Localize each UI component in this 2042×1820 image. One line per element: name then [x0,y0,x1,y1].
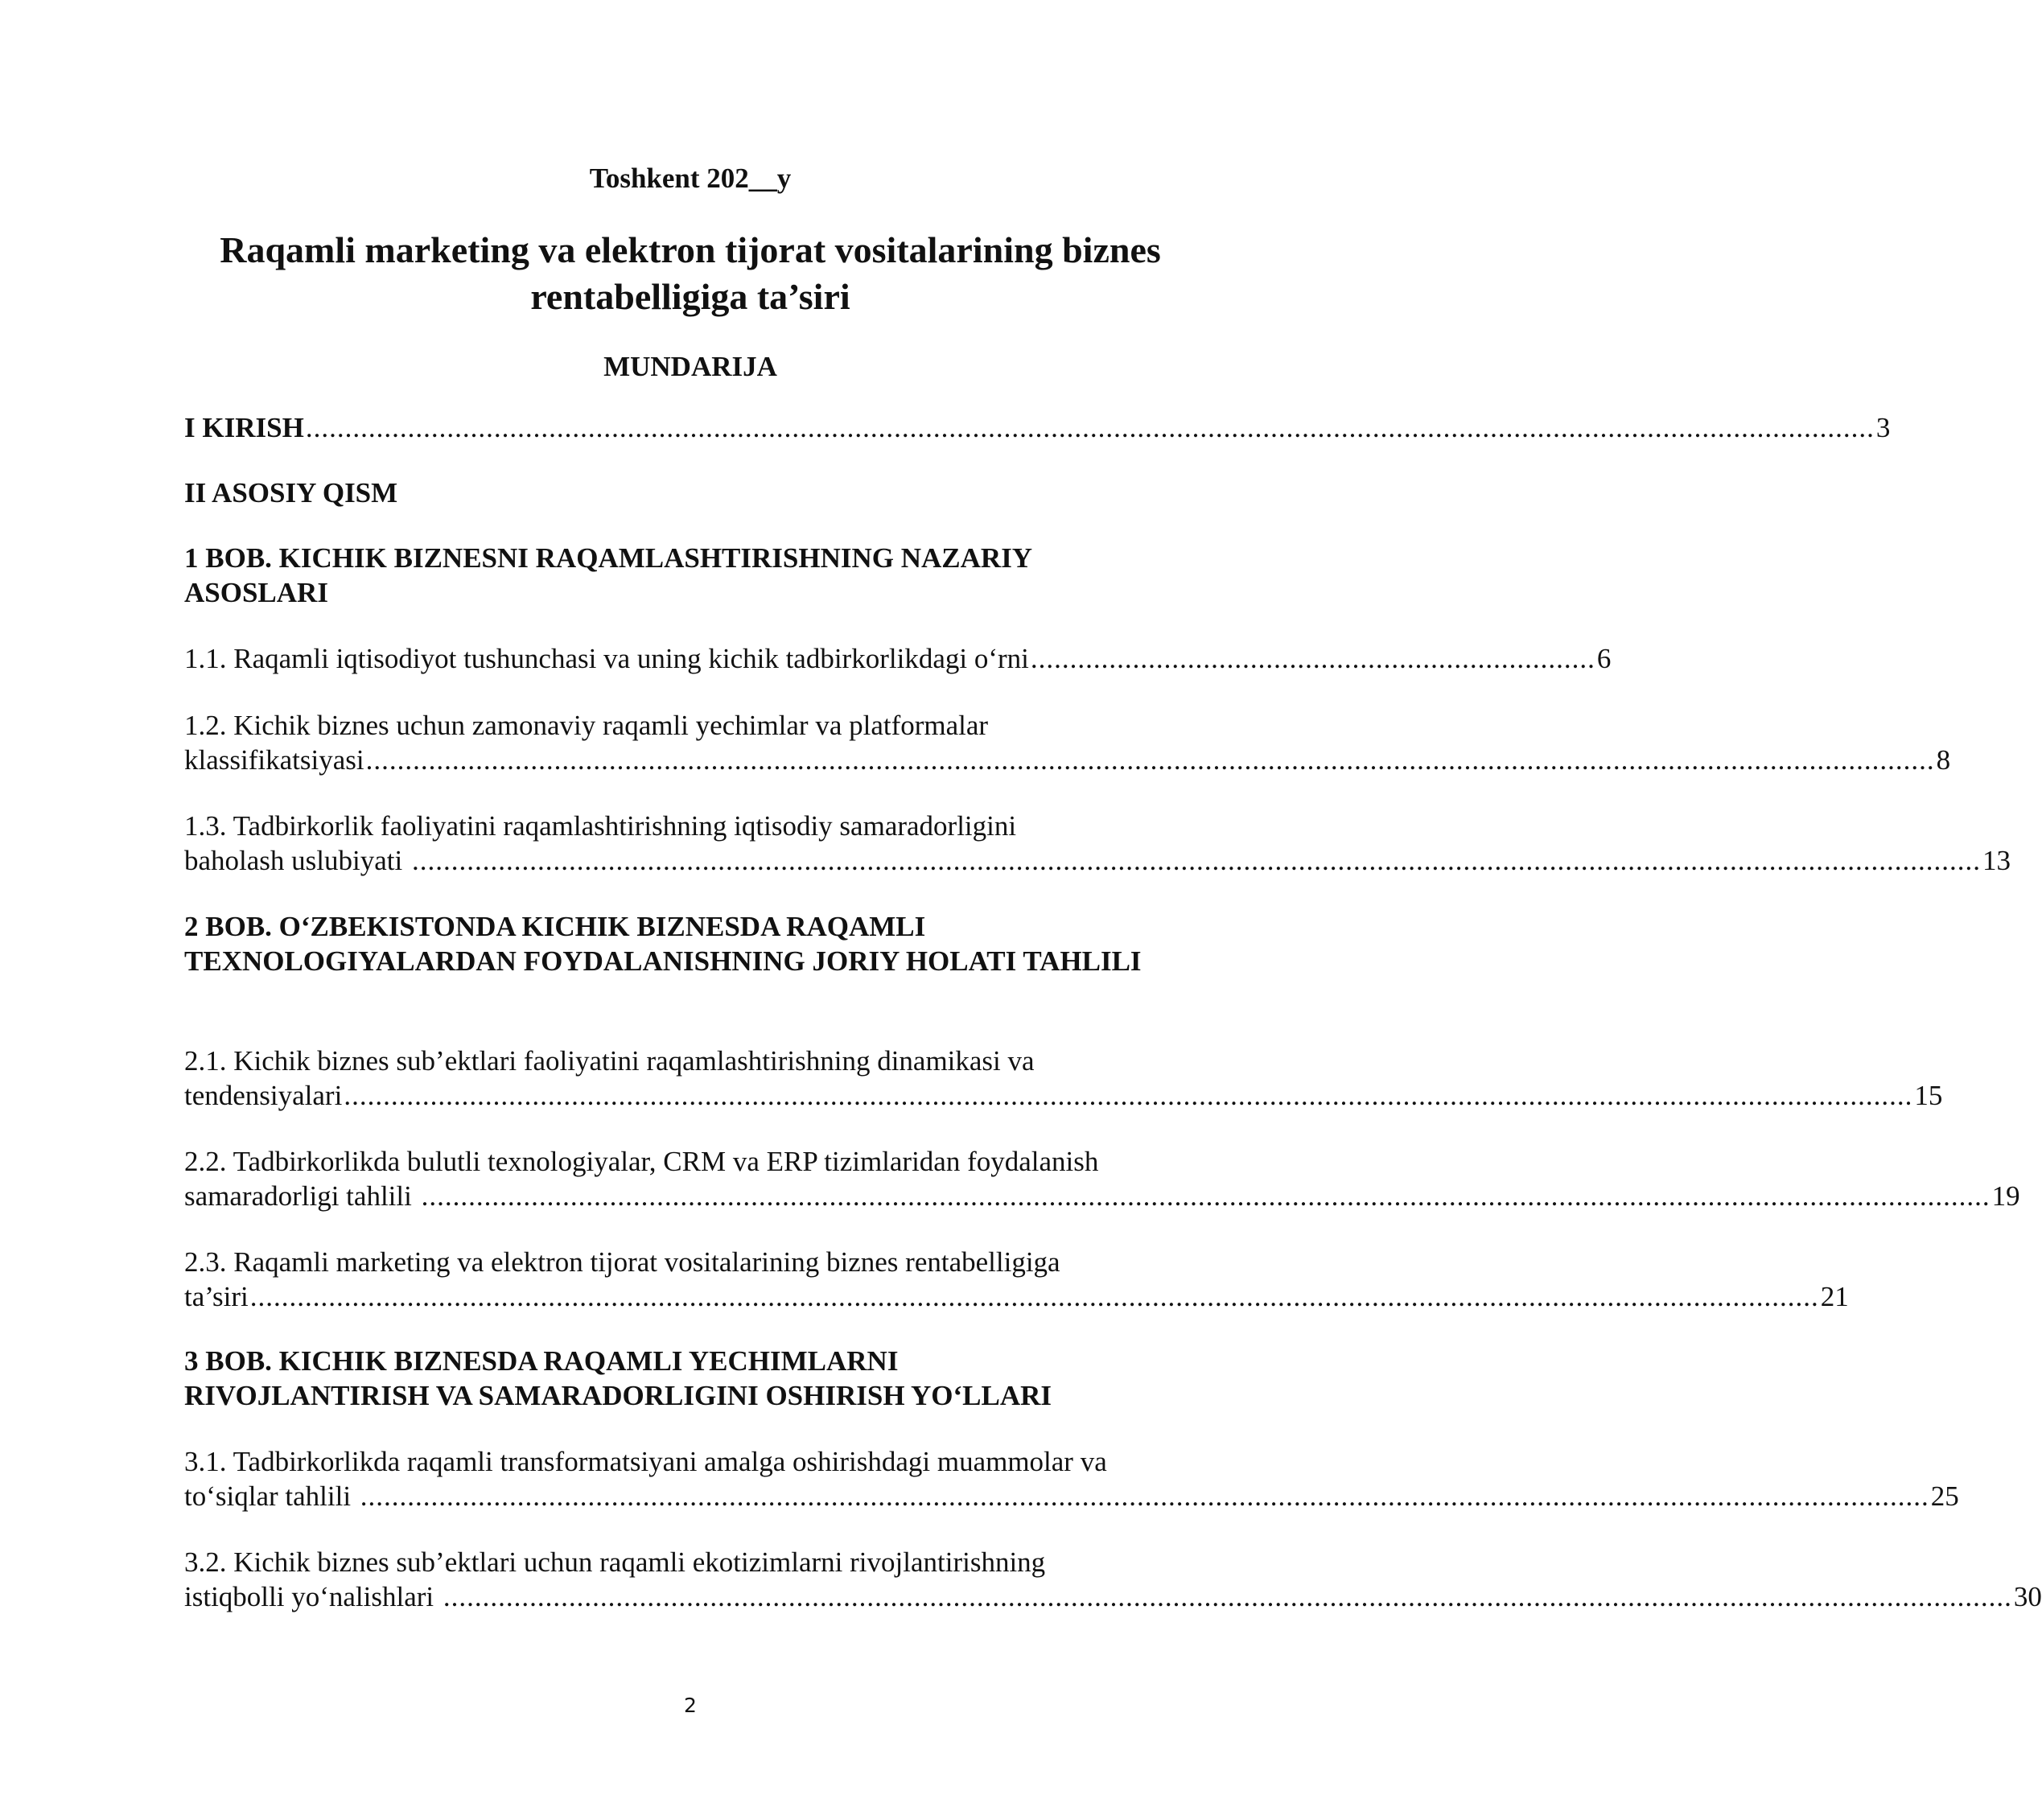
dot-leader: ........................................................................ [1030,643,1595,674]
toc-page-number: 6 [1596,643,1612,674]
dot-leader: ........................................................................................................................................................................................................ [413,1180,1991,1212]
toc-entry-2-3[interactable]: 2.3. Raqamli marketing va elektron tijorat vositalarining biznes rentabelligiga [184,1246,1060,1278]
page-number: 2 [684,1694,697,1717]
dot-leader: ........................................................................................................................................................................................................ [344,1080,1913,1111]
toc-heading: MUNDARIJA [603,351,777,382]
toc-entry-1-3[interactable]: 1.3. Tadbirkorlik faoliyatini raqamlashtirishning iqtisodiy samaradorligini [184,810,1017,842]
toc-entry-2-1[interactable]: 2.1. Kichik biznes sub’ektlari faoliyatini raqamlashtirishning dinamikasi va [184,1045,1035,1077]
toc-chapter-1[interactable]: 1 BOB. KICHIK BIZNESNI RAQAMLASHTIRISHNING NAZARIY ASOSLARI [184,542,1031,608]
toc-entry-1-2-cont[interactable] [184,743,1951,777]
document-title: Raqamli marketing va elektron tijorat vositalarining biznes rentabelligiga ta’siri [220,229,1161,317]
dot-leader: ........................................................................................................................................................................................................ [365,744,1935,776]
toc-entry-label: baholash uslubiyati [184,845,403,876]
toc-entry-2-3-cont[interactable] [184,1279,1849,1314]
toc-entry-1-2[interactable]: 1.2. Kichik biznes uchun zamonaviy raqamli yechimlar va platformalar [184,710,989,741]
toc-entry-1-1[interactable] [184,641,1612,676]
toc-entry-3-2[interactable]: 3.2. Kichik biznes sub’ektlari uchun raqamli ekotizimlarni rivojlantirishning [184,1546,1046,1578]
toc-entry-3-1-cont[interactable] [184,1479,1959,1513]
toc-entry-label: to‘siqlar tahlili [184,1480,352,1512]
toc-chapter-3[interactable]: 3 BOB. KICHIK BIZNESDA RAQAMLI YECHIMLARNI RIVOJLANTIRISH VA SAMARADORLIGINI OSHIRISH YO‘LLARI [184,1345,1052,1411]
toc-entry-1-3-cont[interactable] [184,843,2011,878]
toc-entry-2-1-cont[interactable] [184,1078,1943,1113]
dot-leader: ........................................................................................................................................................................................................ [249,1281,1819,1312]
dot-leader: ........................................................................................................................................................................................................ [352,1480,1929,1512]
toc-entry-2-2[interactable]: 2.2. Tadbirkorlikda bulutli texnologiyalar, CRM va ERP tizimlaridan foydalanish [184,1146,1099,1177]
toc-page-number: 25 [1930,1480,1959,1512]
city-year: Toshkent 202__y [589,163,792,194]
toc-entry-label: 1.1. Raqamli iqtisodiyot tushunchasi va uning kichik tadbirkorlikdagi o‘rni [184,643,1029,674]
toc-page-number: 13 [1982,845,2011,876]
dot-leader: ........................................................................................................................................................................................................ [404,845,1981,876]
dot-leader: ........................................................................................................................................................................................................ [435,1581,2012,1612]
dot-leader: ........................................................................................................................................................................................................ [305,412,1875,443]
toc-page-number: 8 [1936,744,1951,776]
toc-page-number: 19 [1991,1180,2020,1212]
toc-entry-3-2-cont[interactable] [184,1579,2042,1614]
toc-chapter-2[interactable]: 2 BOB. O‘ZBEKISTONDA KICHIK BIZNESDA RAQAMLI TEXNOLOGIYALARDAN FOYDALANISHNING JORIY HOLATI TAHLILI [184,911,1142,977]
toc-entry-main-part[interactable]: II ASOSIY QISM [184,477,398,509]
toc-page-number: 3 [1875,412,1891,443]
toc-entry-label: tendensiyalari [184,1080,343,1111]
toc-entry-label: klassifikatsiyasi [184,744,364,776]
toc-entry-label: I KIRISH [184,412,304,443]
toc-entry-label: ta’siri [184,1281,249,1312]
toc-entry-3-1[interactable]: 3.1. Tadbirkorlikda raqamli transformatsiyani amalga oshirishdagi muammolar va [184,1446,1107,1477]
toc-page-number: 30 [2013,1581,2042,1612]
toc-entry-label: samaradorligi tahlili [184,1180,412,1212]
toc-entry-2-2-cont[interactable] [184,1179,2020,1213]
toc-page-number: 15 [1914,1080,1943,1111]
toc-entry-intro[interactable] [184,410,1891,445]
toc-page-number: 21 [1820,1281,1849,1312]
toc-entry-label: istiqbolli yo‘nalishlari [184,1581,434,1612]
